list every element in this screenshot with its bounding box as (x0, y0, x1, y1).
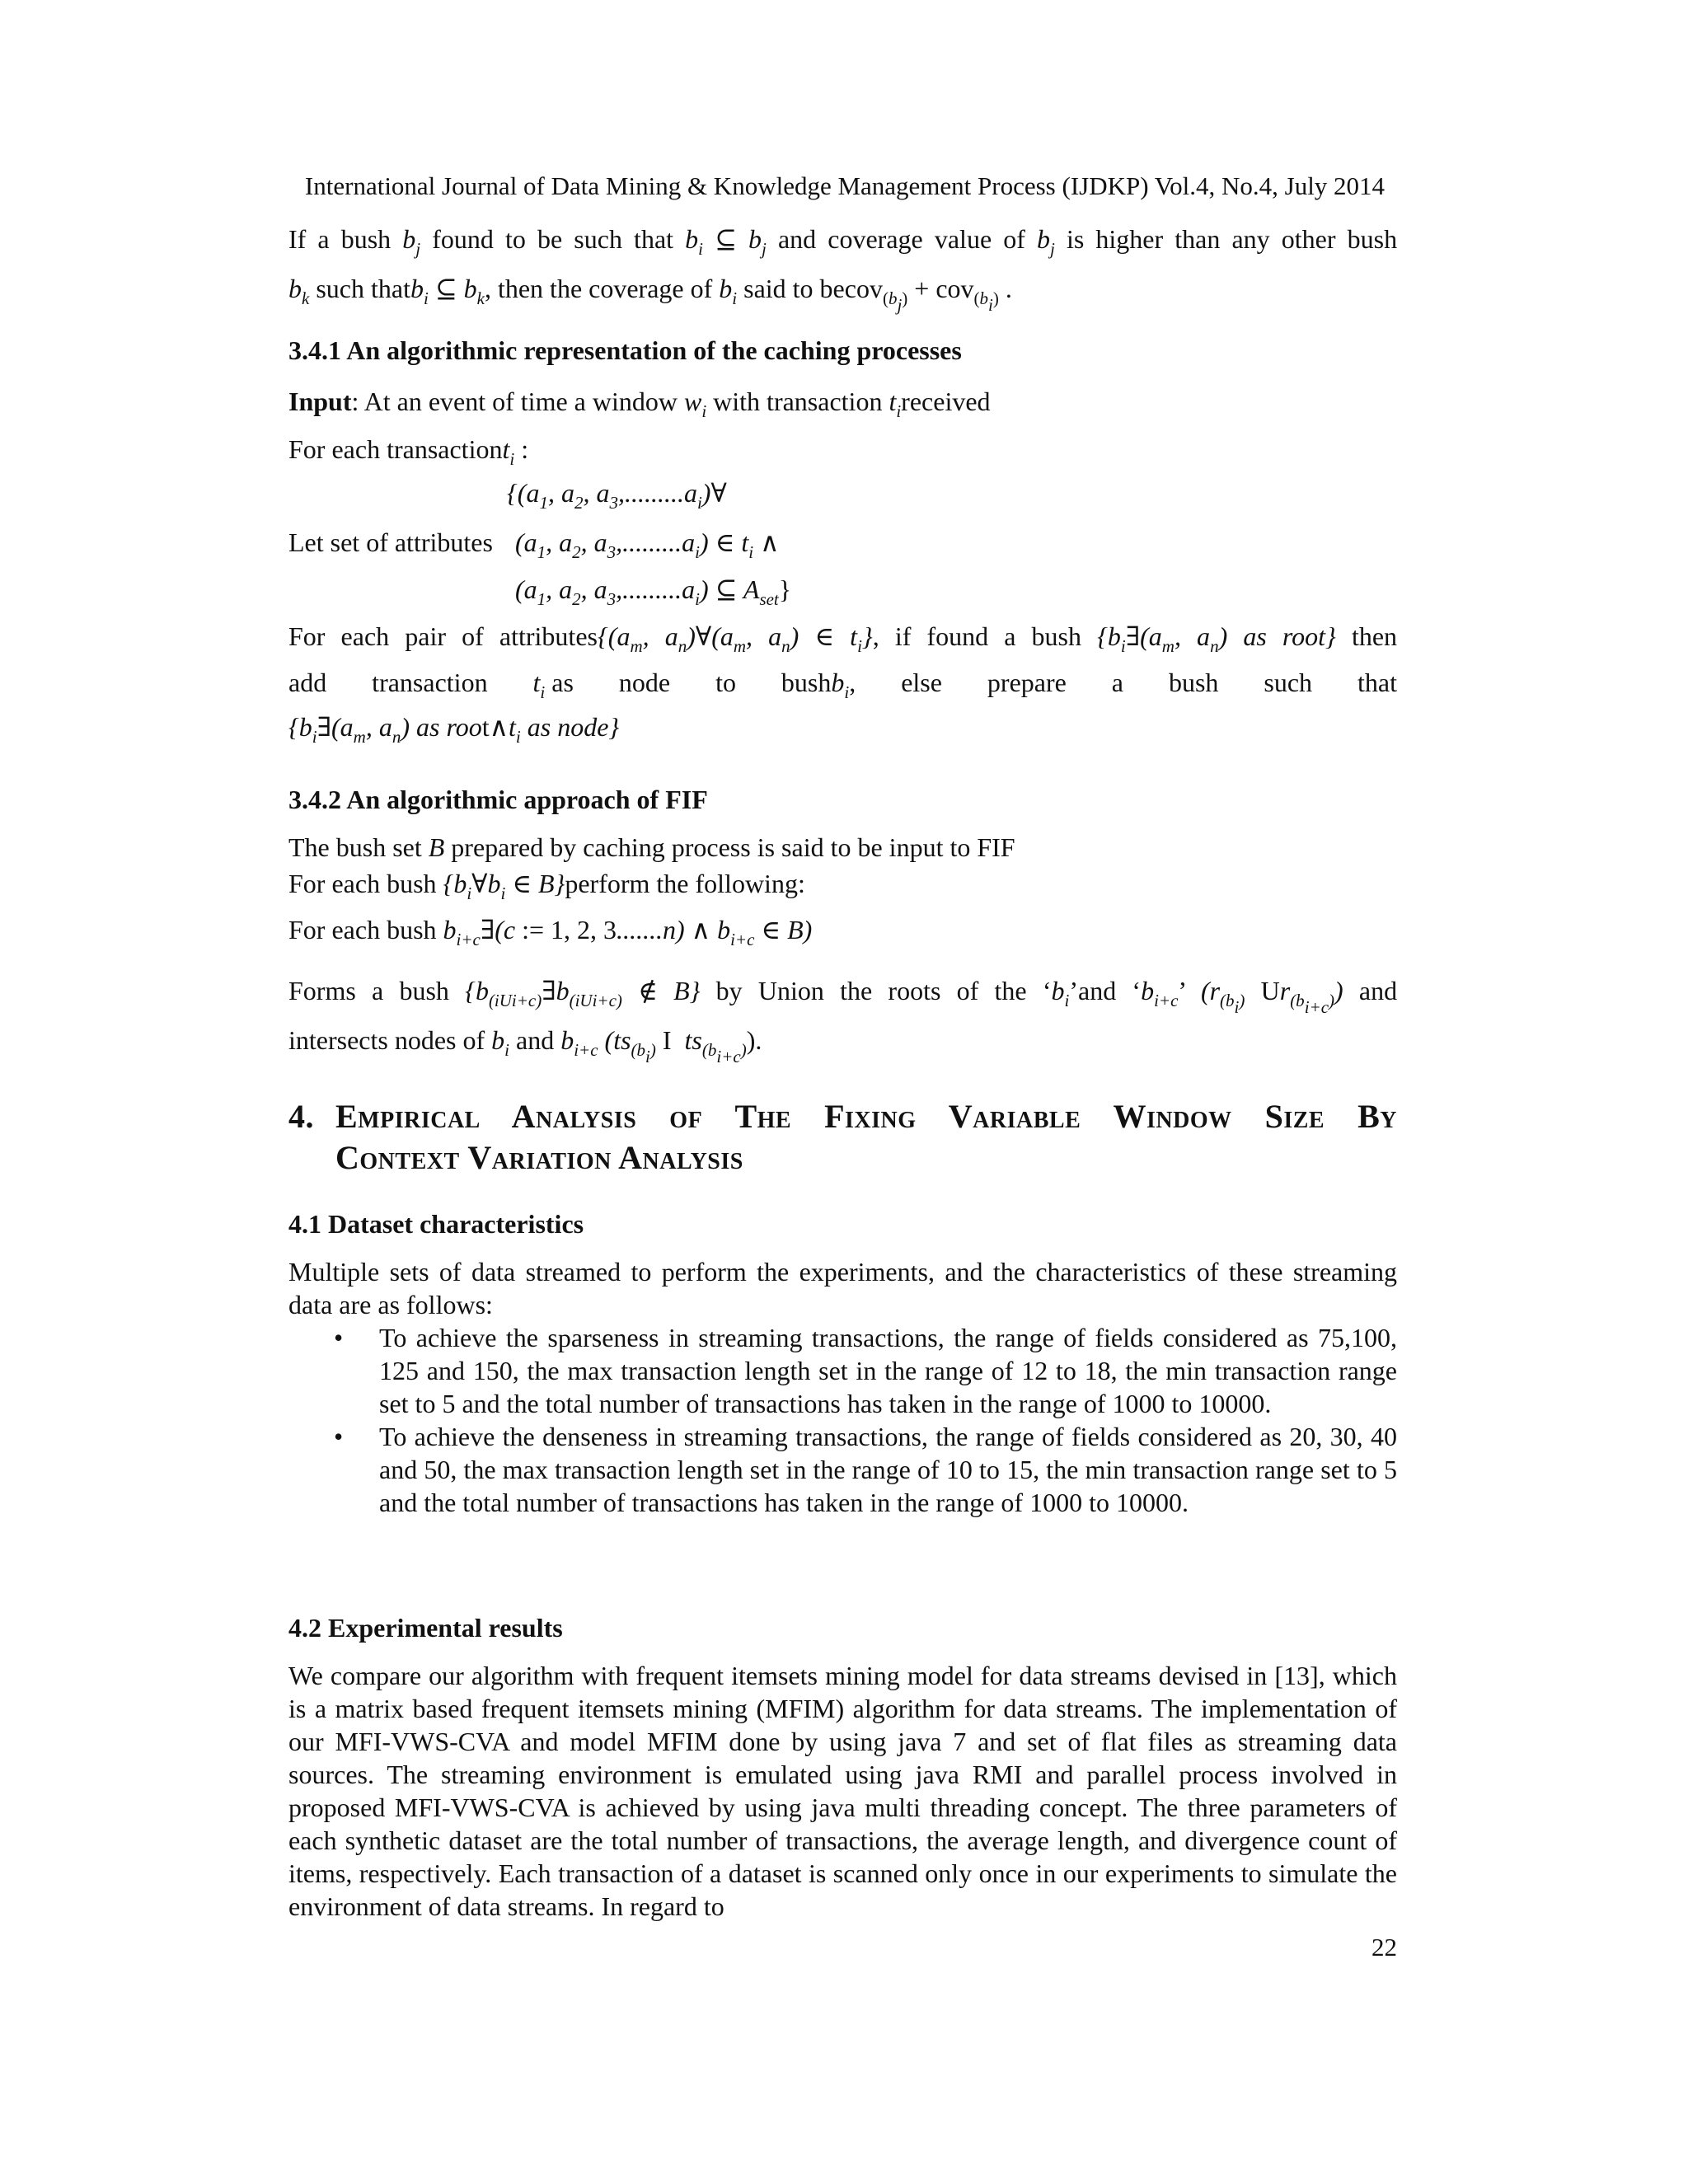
for-each-bush-line-1: For each bush {$b_i\forall b_i$ ∈ B}perform the following: (288, 869, 805, 903)
experimental-results-body: We compare our algorithm with frequent itemsets mining model for data streams devised in [13], which is a matrix based frequent itemsets mining (MFIM) algorithm for data streams. The implementation of our MFI-VWS-CVA and model MFIM done by using java 7 and set of flat files as streaming data sources. The streaming environment is emulated using java RMI and parallel process involved in proposed MFI-VWS-CVA is achieved by using java multi threading concept. The three parameters of each synthetic dataset are the total number of transactions, the average length, and divergence count of items, respectively. Each transaction of a dataset is scanned only once in our experiments to simulate the environment of data streams. In regard to (288, 1661, 1397, 1921)
bush-set-line: The bush set B prepared by caching process is said to be input to FIF (288, 832, 1015, 862)
let-set-line: Let set of attributes ($a_1$, $a_2$, $a_3,.........a_i$) ∈ $t_i$ ∧ (288, 527, 780, 562)
page-number: 22 (1372, 1933, 1397, 1961)
for-each-transaction-line: For each transactiont$_i$ : (288, 434, 529, 469)
bullet-list (288, 1321, 1397, 1519)
section-heading-3-4-1: 3.4.1 An algorithmic representation of the caching processes (288, 335, 962, 365)
coverage-paragraph-line-2: $b_k$ such thatb$_i$ ⊆ $b_k$, then the coverage of $b_i$ said to becov$_{(b_j)}$ + cov$_{(b_i)}$ . (288, 274, 1012, 315)
section-number: 4. (288, 1098, 314, 1135)
intersects-nodes-line: intersects nodes of $b_i$ and $b_{i+c}$ ($ts_{(b_i)}$ I $ts_{(b_{i+c})}$). (288, 1025, 762, 1066)
list-item: • To achieve the denseness in streaming transactions, the range of fields considered as 20, 30, 40 and 50, the max transaction length set in the range of 10 to 15, the min transaction range set to 5 and the total number of transactions has taken in the range of 1000 to 10000. (334, 1422, 1397, 1517)
bullet-icon: • (334, 1323, 344, 1352)
bush-definition-line: {$b_i\exists(a_m$, $a_n$) as $root\wedge t_i$ as node} (288, 712, 620, 747)
section-heading-4 (288, 1096, 1397, 1179)
for-each-bush-line-2: For each bush $b_{i+c}\exists(c$ := 1, 2, 3.......n) ∧ $b_{i+c}$ ∈ B) (288, 915, 813, 949)
add-transaction-line: add transaction $t_i$ as node to bushb$_i$, else prepare a bush such that (288, 668, 1397, 702)
forms-bush-line: Forms a bush {$b_{(iUi+c)}\exists b_{(iUi+c)}$ ∉ B} by Union the roots of the ‘$b_i’and$ ‘$b_{i+c}$’ ($r_{(b_i)}$ $Ur_{(b_{i+c})}$) and (288, 976, 1398, 1017)
section-heading-4-2: 4.2 Experimental results (288, 1613, 563, 1643)
running-header: International Journal of Data Mining & Knowledge Management Process (IJDKP) Vol.4, No.4, July 2014 (304, 171, 1386, 200)
coverage-paragraph-line-1: If a bush $b_j$ found to be such that $b_i$ ⊆ $b_j$ and coverage value of $b_j$ is higher than any other bush (288, 224, 1398, 259)
dataset-intro: Multiple sets of data streamed to perform the experiments, and the characteristics of these streaming data are as follows: (288, 1257, 1397, 1319)
section-heading-3-4-2: 3.4.2 An algorithmic approach of FIF (288, 785, 708, 814)
bullet-icon: • (334, 1422, 344, 1451)
for-each-pair-line: For each pair of $attributes\{(a_m$, $a_n)\forall(a_m$, $a_n$) ∈ $t_i$}, if found a bush {$b_i\exists(a_m$, $a_n$) as root} then (288, 621, 1398, 656)
section-heading-4-1: 4.1 Dataset characteristics (288, 1209, 584, 1239)
list-item: • To achieve the sparseness in streaming transactions, the range of fields considered as 75,100, 125 and 150, the max transaction length set in the range of 12 to 18, the min transaction range set to 5 and the total number of transactions has taken in the range of 1000 to 10000. (334, 1323, 1397, 1418)
section-title-line-2: Context Variation Analysis (335, 1139, 743, 1176)
section-title-line-1: Empirical Analysis of The Fixing Variable Window Size By (335, 1098, 1397, 1135)
input-line: Input: At an event of time a window $w_i$ with transaction $t_ireceived$ (288, 387, 991, 421)
